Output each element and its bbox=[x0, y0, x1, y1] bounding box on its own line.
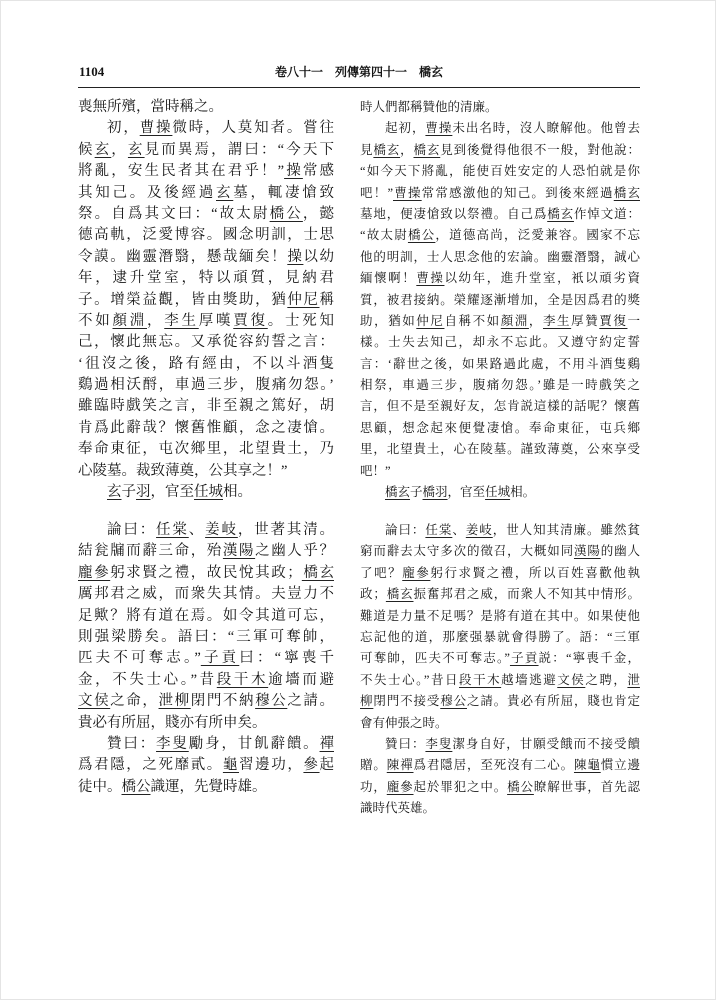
proper-noun: 子貢 bbox=[200, 650, 240, 667]
original-text-column bbox=[78, 0, 334, 1000]
text-run: “故太尉 bbox=[360, 228, 408, 243]
paragraph bbox=[78, 118, 334, 482]
text-line bbox=[360, 461, 640, 482]
text-run: 結瓮牖而辭三命，殆 bbox=[78, 543, 223, 560]
text-line bbox=[360, 396, 640, 417]
text-run: 厲邦君之威，而衆失其情。夫豈力不 bbox=[78, 586, 334, 603]
text-run: 逾墻而避 bbox=[268, 671, 334, 688]
text-run: 功， bbox=[360, 779, 387, 794]
text-run: 起 bbox=[319, 757, 334, 774]
text-run: 。士死知 bbox=[267, 312, 334, 329]
proper-noun: 橋公 bbox=[407, 228, 436, 243]
text-run: ‘徂沒之後，路有經由，不以斗酒隻 bbox=[78, 355, 334, 372]
text-run: 一 bbox=[627, 313, 640, 328]
proper-noun: 穆公 bbox=[255, 693, 288, 710]
text-section bbox=[78, 97, 334, 503]
paragraph bbox=[360, 97, 640, 118]
text-line bbox=[78, 541, 334, 562]
text-run: 會有伸張之時。 bbox=[360, 715, 448, 730]
text-line bbox=[78, 332, 334, 353]
text-run: 鷄過相沃酹，車過三步，腹痛勿怨。’ bbox=[78, 377, 334, 394]
text-line bbox=[78, 418, 334, 439]
text-run: 言：‘辭世之後，如果路過此處，不用斗酒隻鷄 bbox=[360, 356, 640, 371]
paragraph bbox=[360, 118, 640, 482]
text-line bbox=[78, 268, 334, 289]
proper-noun: 禪 bbox=[319, 735, 334, 752]
text-run: 識運，先覺時雄。 bbox=[150, 778, 267, 795]
text-run: 越墻逃避 bbox=[501, 672, 558, 687]
text-line bbox=[360, 563, 640, 584]
text-run: 候 bbox=[78, 141, 95, 158]
text-run: 年，逮升堂室，特以頑質，見納君 bbox=[78, 270, 334, 287]
text-run: 忘記他的道，那麼强暴就會得勝了。語：“三軍 bbox=[360, 629, 640, 644]
text-run: 則强梁勝矣。語曰：“三軍可奪帥， bbox=[78, 628, 334, 645]
text-line bbox=[360, 627, 640, 648]
text-run: 子 bbox=[410, 485, 423, 500]
text-run: 初， bbox=[107, 120, 140, 137]
text-run: ，世著其清。 bbox=[237, 522, 334, 538]
text-line bbox=[78, 584, 334, 605]
proper-noun: 李生 bbox=[542, 313, 572, 328]
text-run: 之請。貴必有所屈，賤也肯定 bbox=[467, 694, 640, 709]
text-run: 墓地，便凄愴致以祭禮。自己爲 bbox=[360, 206, 548, 221]
proper-noun: 橋玄 bbox=[413, 142, 441, 157]
text-run: 作悼文道： bbox=[573, 206, 640, 221]
text-run: 奉命東征，屯次鄉里，北望貴土，乃 bbox=[78, 441, 334, 458]
text-run: 助，猶如 bbox=[360, 313, 417, 328]
text-run: 質，被君接納。榮耀逐漸增加，全是因爲君的獎 bbox=[360, 292, 640, 307]
proper-noun: 玄 bbox=[216, 184, 234, 201]
text-run: 厚嘆 bbox=[198, 312, 234, 329]
text-run: 窮而辭去太守多次的徵召，大概如同 bbox=[360, 544, 574, 559]
text-run: 見 bbox=[360, 142, 374, 157]
proper-noun: 操 bbox=[287, 248, 304, 265]
text-run: 習邊功， bbox=[239, 757, 304, 774]
text-line bbox=[78, 225, 334, 246]
text-run: 常感 bbox=[302, 163, 334, 180]
proper-noun: 仲尼 bbox=[416, 313, 445, 328]
text-run: 可奪帥，匹夫不可奪志。” bbox=[360, 651, 510, 666]
text-run: 贊曰： bbox=[385, 736, 426, 751]
text-line bbox=[78, 439, 334, 460]
text-line bbox=[78, 734, 334, 755]
proper-noun: 漢陽 bbox=[222, 543, 256, 560]
text-line bbox=[360, 140, 640, 161]
text-run: 之聘， bbox=[585, 672, 628, 687]
text-run: 相。 bbox=[510, 485, 536, 500]
text-line bbox=[78, 670, 334, 691]
proper-noun: 顏淵 bbox=[112, 312, 147, 329]
paragraph bbox=[78, 734, 334, 798]
text-line bbox=[78, 461, 334, 482]
text-run: 思顧，想念起來便覺凄愴。奉命東征，屯兵鄉 bbox=[360, 420, 640, 435]
text-run: ，懿 bbox=[302, 205, 334, 222]
text-run: 言，但不是至親好友，怎肯説這樣的話呢？懷舊 bbox=[360, 399, 640, 414]
text-run: 時人們都稱贊他的清廉。 bbox=[360, 100, 498, 114]
proper-noun: 玄 bbox=[127, 141, 145, 158]
text-run: 己，懷此無忘。又承從容約誓之言： bbox=[78, 334, 334, 351]
text-run: 相。 bbox=[223, 484, 252, 501]
text-run: ， bbox=[400, 142, 414, 157]
text-line bbox=[360, 225, 640, 246]
proper-noun: 穆公 bbox=[440, 694, 467, 709]
text-run: 難道是力量不足嗎？是將有道在其中。如果使他 bbox=[360, 608, 640, 623]
proper-noun: 泄 bbox=[627, 672, 640, 687]
text-run: 論曰： bbox=[107, 522, 157, 538]
text-run: 之幽人乎？ bbox=[255, 543, 334, 560]
text-run: 吧！” bbox=[360, 463, 391, 478]
text-line bbox=[78, 183, 334, 204]
text-run: 吧！” bbox=[360, 185, 393, 200]
proper-noun: 龐參 bbox=[402, 565, 431, 580]
text-run: 閉門不接受 bbox=[373, 694, 441, 709]
running-title: 卷八十一 列傳第四十一 橋玄 bbox=[275, 65, 444, 79]
proper-noun: 泄柳 bbox=[158, 693, 191, 710]
text-run: 子。增榮益觀，皆由獎助，猶 bbox=[78, 291, 288, 308]
text-run: ，官至 bbox=[447, 485, 486, 500]
proper-noun: 柳 bbox=[360, 694, 374, 709]
text-run: 令謨。幽靈潛翳，懸哉緬矣！ bbox=[78, 248, 288, 265]
text-run: 曰：“寧喪千 bbox=[239, 650, 334, 667]
text-line bbox=[360, 648, 640, 669]
text-line bbox=[360, 268, 640, 289]
text-run: 金，不失士心。”昔 bbox=[78, 671, 217, 688]
text-line bbox=[78, 311, 334, 332]
text-line bbox=[360, 290, 640, 311]
text-run: 不如 bbox=[78, 312, 113, 329]
text-run: 不失士心。”昔日 bbox=[360, 672, 460, 687]
text-line bbox=[360, 332, 640, 353]
text-run: 躬求賢之禮，故民悅其政； bbox=[110, 564, 302, 581]
proper-noun: 曹操 bbox=[139, 120, 173, 137]
text-line bbox=[78, 97, 334, 118]
text-line bbox=[360, 520, 640, 541]
text-run: 見而異焉，謂曰：“今天下 bbox=[144, 141, 334, 158]
text-run: 振奮邦君之威，而衆人不知其中情形。 bbox=[413, 587, 640, 602]
text-line bbox=[360, 584, 640, 605]
text-line bbox=[78, 118, 334, 139]
text-run: 肯爲此辭哉？懷舊惟顧，念之凄愴。 bbox=[78, 419, 334, 436]
text-line bbox=[360, 204, 640, 225]
proper-noun: 文侯 bbox=[557, 672, 586, 687]
text-run: 了吧？ bbox=[360, 565, 403, 580]
proper-noun: 橋玄 bbox=[373, 142, 401, 157]
proper-noun: 陳禪 bbox=[386, 758, 414, 773]
proper-noun: 李叟 bbox=[156, 735, 189, 752]
text-line bbox=[78, 648, 334, 669]
proper-noun: 姜岐 bbox=[465, 523, 493, 537]
text-line bbox=[78, 482, 334, 503]
text-section bbox=[360, 97, 640, 503]
text-run: 喪無所殯，當時稱之。 bbox=[78, 99, 223, 115]
text-run: 稱 bbox=[319, 291, 334, 308]
paragraph bbox=[360, 734, 640, 820]
text-line bbox=[78, 691, 334, 712]
text-run: 雖臨時戲笑之言，非至親之篤好，胡 bbox=[78, 398, 334, 415]
text-run: ， bbox=[147, 312, 165, 329]
proper-noun: 玄 bbox=[94, 141, 112, 158]
text-run: 、 bbox=[452, 523, 466, 537]
text-line bbox=[360, 798, 640, 819]
text-run: 常常感激他的知己。到後來經過 bbox=[421, 185, 614, 200]
text-run: 相祭，車過三步，腹痛勿怨。’雖是一時戲笑之 bbox=[360, 378, 640, 393]
text-line bbox=[78, 755, 334, 776]
text-line bbox=[78, 161, 334, 182]
proper-noun: 漢陽 bbox=[573, 544, 601, 559]
text-run: 起於罪犯之中。 bbox=[413, 779, 508, 794]
text-line bbox=[78, 627, 334, 648]
text-line bbox=[360, 670, 640, 691]
text-run: 將亂，安生民者其在君乎！” bbox=[78, 163, 285, 180]
text-line bbox=[360, 541, 640, 562]
text-run: 政； bbox=[360, 587, 386, 602]
text-section bbox=[78, 520, 334, 798]
text-line bbox=[360, 606, 640, 627]
text-run: 慣立邊 bbox=[600, 758, 640, 773]
proper-noun: 仲尼 bbox=[287, 291, 320, 308]
text-run: 贊曰： bbox=[107, 735, 157, 752]
text-line bbox=[360, 118, 640, 139]
text-line bbox=[78, 290, 334, 311]
proper-noun: 任城 bbox=[485, 485, 511, 500]
text-run: 以幼 bbox=[303, 248, 334, 265]
text-run: ， bbox=[111, 141, 128, 158]
text-line bbox=[360, 713, 640, 734]
proper-noun: 橋玄 bbox=[385, 485, 411, 500]
text-line bbox=[360, 691, 640, 712]
text-line bbox=[78, 606, 334, 627]
proper-noun: 李叟 bbox=[425, 736, 453, 751]
text-line bbox=[360, 97, 640, 118]
text-run: “如今天下將亂，能使百姓安定的人恐怕就是你 bbox=[360, 164, 640, 179]
text-line bbox=[360, 375, 640, 396]
text-run: 起初， bbox=[385, 121, 426, 136]
text-run: 樣。士失去知己，却永不忘此。又遵守約定誓 bbox=[360, 335, 640, 350]
proper-noun: 龐參 bbox=[78, 564, 111, 581]
text-run: 瞭解世事，首先認 bbox=[533, 779, 640, 794]
text-line bbox=[78, 140, 334, 161]
text-line bbox=[78, 713, 334, 734]
text-line bbox=[78, 520, 334, 541]
proper-noun: 橋玄 bbox=[547, 206, 574, 221]
proper-noun: 段干木 bbox=[216, 671, 269, 688]
text-run: 德高軌，泛愛博容。國念明訓，士思 bbox=[78, 227, 334, 244]
paragraph bbox=[78, 97, 334, 118]
proper-noun: 賈復 bbox=[233, 312, 268, 329]
proper-noun: 曹操 bbox=[393, 185, 422, 200]
text-run: 子 bbox=[121, 484, 136, 501]
text-line bbox=[78, 396, 334, 417]
text-run: 自稱不如 bbox=[444, 313, 501, 328]
proper-noun: 顏淵 bbox=[500, 313, 529, 328]
text-run: 勵身，甘飢辭饋。 bbox=[188, 735, 320, 752]
text-run: 爲君隱居，至死沒有二心。 bbox=[413, 758, 574, 773]
proper-noun: 操 bbox=[284, 163, 303, 180]
proper-noun: 曹操 bbox=[425, 121, 453, 136]
text-line bbox=[360, 161, 640, 182]
text-run: ，道德高尚，泛愛兼容。國家不忘 bbox=[435, 228, 640, 243]
text-line bbox=[78, 563, 334, 584]
text-run: 里，北望貴土，心在陵墓。謹致薄奠，公來享受 bbox=[360, 442, 640, 457]
proper-noun: 子貢 bbox=[509, 651, 539, 666]
proper-noun: 橋羽 bbox=[422, 485, 448, 500]
text-run: 其知己。及後經過 bbox=[78, 184, 216, 201]
text-run: 見到後覺得他很不一般，對他說： bbox=[440, 142, 640, 157]
text-run: 潔身自好，甘願受餓而不接受饋 bbox=[452, 736, 640, 751]
text-line bbox=[360, 311, 640, 332]
text-run: 躬行求賢之禮，所以百姓喜歡他執 bbox=[430, 565, 640, 580]
text-run: 論曰： bbox=[385, 523, 426, 537]
proper-noun: 任棠 bbox=[425, 523, 453, 537]
proper-noun: 賈復 bbox=[599, 313, 628, 328]
paragraph bbox=[360, 482, 640, 503]
proper-noun: 龜 bbox=[222, 757, 240, 774]
text-line bbox=[78, 354, 334, 375]
translation-column bbox=[360, 0, 640, 1000]
proper-noun: 羽 bbox=[136, 484, 151, 501]
proper-noun: 陳龜 bbox=[573, 758, 601, 773]
proper-noun: 段干木 bbox=[459, 672, 502, 687]
text-run: 贈。 bbox=[360, 758, 387, 773]
text-section bbox=[360, 520, 640, 819]
text-run: 微時，人莫知者。嘗往 bbox=[172, 120, 334, 137]
text-run: 墓，輒凄愴致 bbox=[233, 184, 334, 201]
proper-noun: 玄 bbox=[107, 484, 122, 501]
text-line bbox=[360, 183, 640, 204]
proper-noun: 橋玄 bbox=[385, 587, 414, 602]
proper-noun: 李生 bbox=[164, 312, 199, 329]
text-line bbox=[78, 375, 334, 396]
text-run: 識時代英雄。 bbox=[360, 801, 436, 816]
text-line bbox=[360, 418, 640, 439]
proper-noun: 任棠 bbox=[156, 522, 189, 538]
text-run: 的幽人 bbox=[600, 544, 640, 559]
proper-noun: 橋玄 bbox=[613, 185, 640, 200]
text-run: 爲君隱，之死靡貳。 bbox=[78, 757, 223, 774]
text-line bbox=[360, 247, 640, 268]
text-run: 徒中。 bbox=[78, 778, 122, 795]
text-line bbox=[360, 755, 640, 776]
proper-noun: 橋公 bbox=[507, 779, 534, 794]
text-run: ，世人知其清廉。雖然貧 bbox=[492, 523, 640, 537]
text-run: ，官至 bbox=[150, 484, 194, 501]
text-run: 以幼年，進升堂室，衹以頑劣資 bbox=[444, 271, 640, 286]
proper-noun: 姜岐 bbox=[205, 522, 238, 538]
text-run: 緬懷啊！ bbox=[360, 271, 417, 286]
text-line bbox=[78, 247, 334, 268]
proper-noun: 參 bbox=[303, 757, 320, 774]
paragraph bbox=[360, 520, 640, 734]
text-run: 貴必有所屈，賤亦有所申矣。 bbox=[78, 714, 267, 731]
proper-noun: 曹操 bbox=[416, 271, 445, 286]
paragraph bbox=[78, 520, 334, 734]
proper-noun: 文侯 bbox=[78, 693, 111, 710]
text-line bbox=[360, 482, 640, 503]
proper-noun: 龐參 bbox=[386, 779, 414, 794]
text-run: 之請。 bbox=[287, 693, 334, 710]
text-run: ， bbox=[528, 313, 543, 328]
text-run: 厚贊 bbox=[571, 313, 600, 328]
text-line bbox=[360, 777, 640, 798]
proper-noun: 橋公 bbox=[121, 778, 151, 795]
paragraph bbox=[78, 482, 334, 503]
text-line bbox=[360, 354, 640, 375]
text-run: 心陵墓。裁致薄奠，公其享之！” bbox=[78, 462, 288, 479]
text-line bbox=[360, 439, 640, 460]
proper-noun: 橋公 bbox=[269, 205, 303, 222]
text-run: 閉門不納 bbox=[190, 693, 256, 710]
text-run: 、 bbox=[188, 522, 206, 538]
text-run: 足歟？將有道在焉。如令其道可忘， bbox=[78, 607, 334, 624]
proper-noun: 任城 bbox=[194, 484, 223, 501]
text-line bbox=[78, 777, 334, 798]
text-run: 祭。自爲其文曰：“故太尉 bbox=[78, 205, 270, 222]
text-run: 他的明訓，士人思念他的宏論。幽靈潛翳，誠心 bbox=[360, 249, 640, 264]
text-line bbox=[360, 734, 640, 755]
text-line bbox=[78, 204, 334, 225]
proper-noun: 橋玄 bbox=[301, 564, 334, 581]
text-run: 之命， bbox=[110, 693, 159, 710]
text-run: 未出名時，沒人瞭解他。他曾去 bbox=[452, 121, 640, 136]
page-number: 1104 bbox=[79, 64, 105, 79]
text-run: 匹夫不可奪志。” bbox=[78, 650, 201, 667]
text-run: 説：“寧喪千金， bbox=[538, 651, 640, 666]
